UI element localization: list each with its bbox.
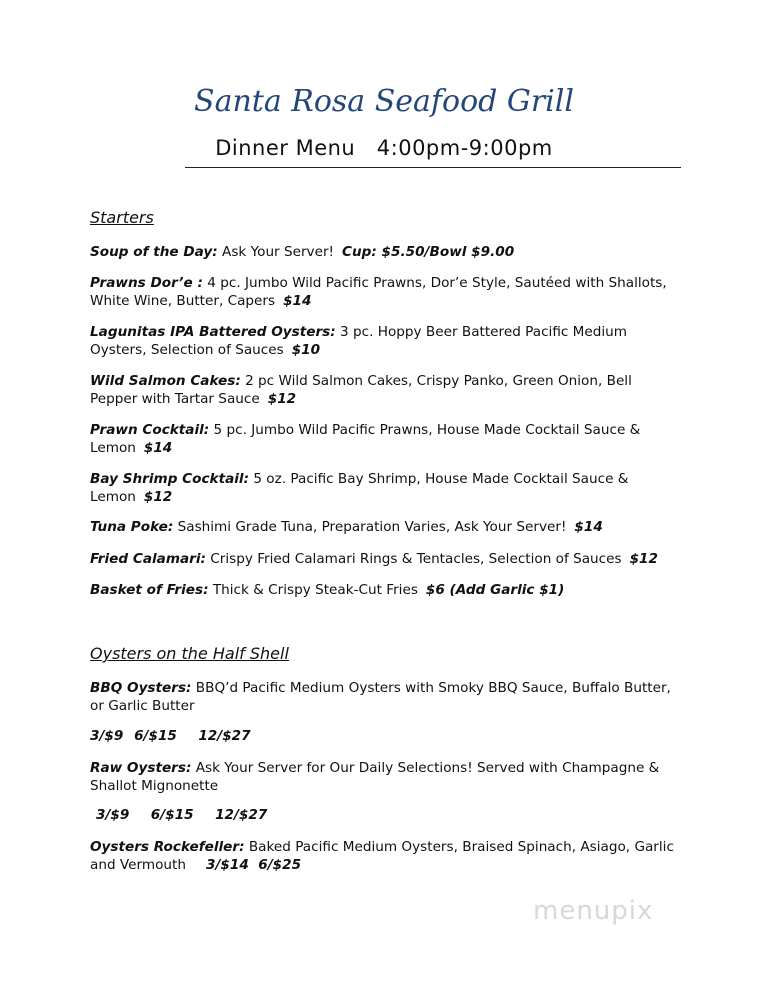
divider bbox=[185, 167, 681, 168]
restaurant-title: Santa Rosa Seafood Grill bbox=[194, 84, 574, 119]
menu-item: Bay Shrimp Cocktail: 5 oz. Pacific Bay Shrimp, House Made Cocktail Sauce & Lemon $12 bbox=[90, 471, 629, 505]
section-heading-oysters: Oysters on the Half Shell bbox=[90, 644, 289, 663]
menu-item: Tuna Poke: Sashimi Grade Tuna, Preparation Varies, Ask Your Server! $14 bbox=[90, 519, 603, 535]
menu-subtitle: Dinner Menu 4:00pm-9:00pm bbox=[215, 136, 553, 160]
bbq-oyster-prices: 3/$9 6/$15 12/$27 bbox=[90, 728, 251, 744]
menu-item: BBQ Oysters: BBQ’d Pacific Medium Oysters with Smoky BBQ Sauce, Buffalo Butter, or Garlic Butter bbox=[90, 680, 671, 714]
raw-oyster-prices: 3/$9 6/$15 12/$27 bbox=[96, 807, 268, 823]
menu-item: Fried Calamari: Crispy Fried Calamari Rings & Tentacles, Selection of Sauces $12 bbox=[90, 551, 658, 567]
menu-item: Prawn Cocktail: 5 pc. Jumbo Wild Pacific Prawns, House Made Cocktail Sauce & Lemon $14 bbox=[90, 422, 641, 456]
menu-item: Raw Oysters: Ask Your Server for Our Daily Selections! Served with Champagne & Shallot Mignonette bbox=[90, 760, 660, 794]
menu-item: Prawns Dor’e : 4 pc. Jumbo Wild Pacific Prawns, Dor’e Style, Sautéed with Shallots, White Wine, Butter, Capers $14 bbox=[90, 275, 667, 309]
watermark: menupix bbox=[533, 896, 654, 926]
menu-item: Basket of Fries: Thick & Crispy Steak-Cut Fries $6 (Add Garlic $1) bbox=[90, 582, 565, 598]
menu-item: Oysters Rockefeller: Baked Pacific Medium Oysters, Braised Spinach, Asiago, Garlic and Vermouth 3/$14 6/$25 bbox=[90, 839, 674, 873]
section-heading-starters: Starters bbox=[90, 208, 154, 227]
menu-item: Soup of the Day: Ask Your Server! Cup: $5.50/Bowl $9.00 bbox=[90, 244, 515, 260]
menu-item: Lagunitas IPA Battered Oysters: 3 pc. Hoppy Beer Battered Pacific Medium Oysters, Selection of Sauces $10 bbox=[90, 324, 628, 358]
menu-item: Wild Salmon Cakes: 2 pc Wild Salmon Cakes, Crispy Panko, Green Onion, Bell Pepper with Tartar Sauce $12 bbox=[90, 373, 632, 407]
